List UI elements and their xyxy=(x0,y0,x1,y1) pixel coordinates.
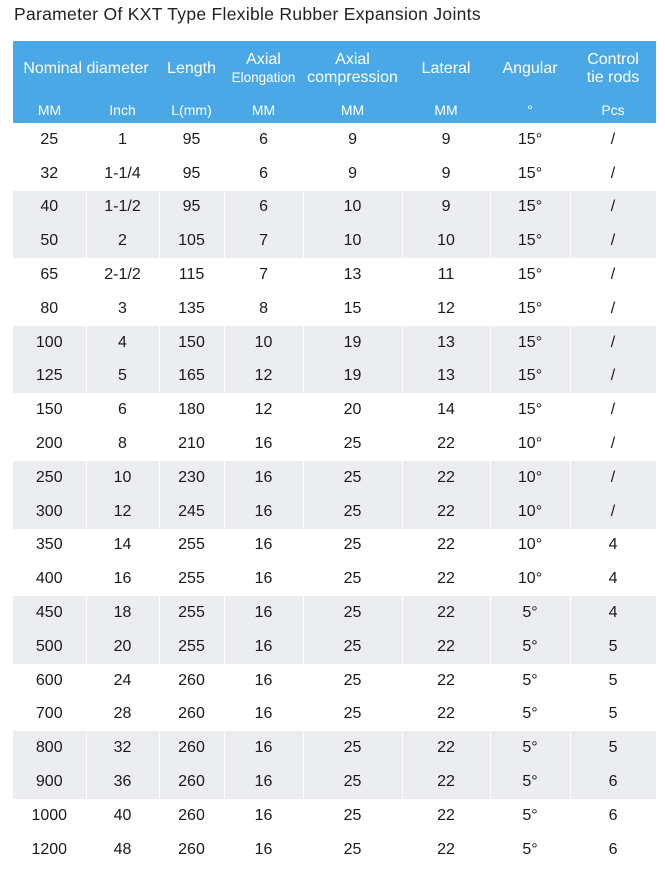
table-header xyxy=(13,41,656,123)
table-cell: 10 xyxy=(224,326,303,360)
unit-cell: MM xyxy=(13,96,86,123)
table-cell: 4 xyxy=(570,562,656,596)
table-cell: 6 xyxy=(570,765,656,799)
table-cell: 25 xyxy=(303,765,402,799)
table-row xyxy=(13,562,656,596)
table-cell: 19 xyxy=(303,326,402,360)
table-cell: 255 xyxy=(159,630,224,664)
table-cell: 260 xyxy=(159,799,224,833)
table-row xyxy=(13,698,656,732)
table-cell: 14 xyxy=(86,529,159,563)
table-cell: 4 xyxy=(570,529,656,563)
table-row xyxy=(13,191,656,225)
table-cell: 15° xyxy=(490,191,570,225)
table-cell: 22 xyxy=(402,461,490,495)
table-cell: 25 xyxy=(13,123,86,157)
table-cell: 5 xyxy=(570,664,656,698)
header-angular: Angular xyxy=(490,41,570,96)
table-cell: 22 xyxy=(402,698,490,732)
table-cell: 9 xyxy=(402,157,490,191)
table-cell: 10° xyxy=(490,529,570,563)
unit-cell: MM xyxy=(224,96,303,123)
table-cell: 15° xyxy=(490,393,570,427)
table-cell: 16 xyxy=(224,529,303,563)
table-cell: 80 xyxy=(13,292,86,326)
table-cell: 180 xyxy=(159,393,224,427)
table-cell: 22 xyxy=(402,562,490,596)
table-cell: 5° xyxy=(490,765,570,799)
table-cell: 16 xyxy=(224,596,303,630)
table-cell: 18 xyxy=(86,596,159,630)
table-cell: 16 xyxy=(224,495,303,529)
table-cell: 22 xyxy=(402,630,490,664)
header-control-tie-rods xyxy=(570,41,656,96)
table-row xyxy=(13,157,656,191)
table-cell: 800 xyxy=(13,731,86,765)
table-cell: 5 xyxy=(86,360,159,394)
table-cell: 260 xyxy=(159,731,224,765)
table-cell: 10° xyxy=(490,495,570,529)
table-cell: 10° xyxy=(490,461,570,495)
table-cell: / xyxy=(570,157,656,191)
table-cell: 25 xyxy=(303,799,402,833)
table-cell: 5° xyxy=(490,731,570,765)
table-body xyxy=(13,123,656,867)
table-row xyxy=(13,833,656,867)
table-cell: / xyxy=(570,461,656,495)
table-cell: 10 xyxy=(303,224,402,258)
table-cell: 25 xyxy=(303,562,402,596)
table-cell: 25 xyxy=(303,596,402,630)
table-cell: 16 xyxy=(86,562,159,596)
table-cell: 255 xyxy=(159,562,224,596)
table-cell: 16 xyxy=(224,731,303,765)
table-cell: 22 xyxy=(402,596,490,630)
table-row xyxy=(13,630,656,664)
table-cell: 1000 xyxy=(13,799,86,833)
table-cell: 25 xyxy=(303,833,402,867)
table-cell: 6 xyxy=(570,833,656,867)
table-cell: 22 xyxy=(402,427,490,461)
table-cell: 20 xyxy=(86,630,159,664)
header-axial-compression-line2: compression xyxy=(307,68,398,86)
table-cell: 15° xyxy=(490,360,570,394)
table-cell: 700 xyxy=(13,698,86,732)
page-title: Parameter Of KXT Type Flexible Rubber Expansion Joints xyxy=(14,4,481,24)
table-cell: 150 xyxy=(13,393,86,427)
table-cell: 25 xyxy=(303,664,402,698)
table-cell: 16 xyxy=(224,562,303,596)
table-cell: 6 xyxy=(224,191,303,225)
header-axial-elongation xyxy=(224,41,303,96)
header-lateral: Lateral xyxy=(402,41,490,96)
table-cell: 15° xyxy=(490,123,570,157)
header-axial-compression-line1: Axial xyxy=(335,50,370,68)
table-cell: 22 xyxy=(402,495,490,529)
header-axial-elongation-line2: Elongation xyxy=(231,69,296,85)
table-cell: 255 xyxy=(159,596,224,630)
table-cell: 1-1/2 xyxy=(86,191,159,225)
table-cell: 32 xyxy=(13,157,86,191)
table-cell: 20 xyxy=(303,393,402,427)
table-cell: 115 xyxy=(159,258,224,292)
table-row xyxy=(13,799,656,833)
table-cell: 16 xyxy=(224,461,303,495)
table-cell: 28 xyxy=(86,698,159,732)
table-row xyxy=(13,360,656,394)
table-cell: 13 xyxy=(402,326,490,360)
table-cell: 16 xyxy=(224,765,303,799)
table-cell: 22 xyxy=(402,664,490,698)
table-cell: 100 xyxy=(13,326,86,360)
table-cell: 11 xyxy=(402,258,490,292)
table-cell: 16 xyxy=(224,664,303,698)
unit-cell: ° xyxy=(490,96,570,123)
table-cell: 300 xyxy=(13,495,86,529)
table-cell: 10 xyxy=(86,461,159,495)
table-cell: 24 xyxy=(86,664,159,698)
table-row xyxy=(13,664,656,698)
table-cell: / xyxy=(570,224,656,258)
table-cell: 5° xyxy=(490,799,570,833)
table-cell: 250 xyxy=(13,461,86,495)
table-cell: 50 xyxy=(13,224,86,258)
table-cell: / xyxy=(570,123,656,157)
table-cell: / xyxy=(570,191,656,225)
unit-cell: MM xyxy=(402,96,490,123)
table-cell: 105 xyxy=(159,224,224,258)
units-row xyxy=(13,96,656,123)
header-axial-compression xyxy=(303,41,402,96)
table-cell: 9 xyxy=(402,191,490,225)
table-cell: / xyxy=(570,326,656,360)
table-cell: 12 xyxy=(224,393,303,427)
table-cell: 36 xyxy=(86,765,159,799)
table-cell: 16 xyxy=(224,427,303,461)
table-cell: 5° xyxy=(490,833,570,867)
table-cell: 125 xyxy=(13,360,86,394)
table-cell: 12 xyxy=(86,495,159,529)
table-cell: 25 xyxy=(303,698,402,732)
table-cell: 5 xyxy=(570,698,656,732)
table-cell: 165 xyxy=(159,360,224,394)
table-cell: 6 xyxy=(86,393,159,427)
table-cell: 25 xyxy=(303,461,402,495)
table-cell: 260 xyxy=(159,833,224,867)
table-cell: 5° xyxy=(490,698,570,732)
table-cell: 25 xyxy=(303,427,402,461)
table-row xyxy=(13,292,656,326)
table-cell: / xyxy=(570,360,656,394)
table-cell: 255 xyxy=(159,529,224,563)
table-cell: 2-1/2 xyxy=(86,258,159,292)
table-cell: 22 xyxy=(402,765,490,799)
table-cell: 25 xyxy=(303,529,402,563)
table-cell: 15 xyxy=(303,292,402,326)
table-cell: 16 xyxy=(224,698,303,732)
table-cell: 6 xyxy=(224,123,303,157)
table-cell: 135 xyxy=(159,292,224,326)
table-cell: 450 xyxy=(13,596,86,630)
table-cell: 16 xyxy=(224,799,303,833)
table-cell: 15° xyxy=(490,326,570,360)
table-cell: 200 xyxy=(13,427,86,461)
header-nominal-diameter: Nominal diameter xyxy=(13,41,159,96)
table-cell: 3 xyxy=(86,292,159,326)
table-cell: 25 xyxy=(303,495,402,529)
table-cell: 48 xyxy=(86,833,159,867)
table-cell: 19 xyxy=(303,360,402,394)
table-cell: 12 xyxy=(402,292,490,326)
table-cell: 13 xyxy=(402,360,490,394)
table-row xyxy=(13,461,656,495)
table-cell: 40 xyxy=(86,799,159,833)
table-cell: 16 xyxy=(224,630,303,664)
table-row xyxy=(13,224,656,258)
table-cell: 8 xyxy=(224,292,303,326)
table-cell: 10° xyxy=(490,562,570,596)
table-cell: 14 xyxy=(402,393,490,427)
table-cell: / xyxy=(570,427,656,461)
header-length: Length xyxy=(159,41,224,96)
table-row xyxy=(13,427,656,461)
table-cell: 32 xyxy=(86,731,159,765)
table-cell: 260 xyxy=(159,765,224,799)
table-cell: / xyxy=(570,495,656,529)
table-cell: 95 xyxy=(159,157,224,191)
table-cell: 6 xyxy=(224,157,303,191)
table-cell: 5 xyxy=(570,731,656,765)
table-cell: 1 xyxy=(86,123,159,157)
table-cell: 4 xyxy=(86,326,159,360)
table-row xyxy=(13,765,656,799)
table-cell: 5° xyxy=(490,664,570,698)
table-cell: 65 xyxy=(13,258,86,292)
parameter-table xyxy=(13,41,657,867)
unit-cell: MM xyxy=(303,96,402,123)
table-cell: 150 xyxy=(159,326,224,360)
table-cell: 16 xyxy=(224,833,303,867)
table-cell: 9 xyxy=(303,123,402,157)
table-cell: 245 xyxy=(159,495,224,529)
table-cell: 22 xyxy=(402,799,490,833)
table-row xyxy=(13,495,656,529)
table-cell: / xyxy=(570,258,656,292)
table-cell: 95 xyxy=(159,191,224,225)
table-row xyxy=(13,393,656,427)
table-cell: 260 xyxy=(159,664,224,698)
table-cell: 15° xyxy=(490,224,570,258)
table-cell: 10° xyxy=(490,427,570,461)
table-cell: 5 xyxy=(570,630,656,664)
table-cell: 15° xyxy=(490,292,570,326)
table-cell: 10 xyxy=(303,191,402,225)
table-cell: 10 xyxy=(402,224,490,258)
table-cell: 12 xyxy=(224,360,303,394)
table-cell: 22 xyxy=(402,731,490,765)
table-cell: / xyxy=(570,292,656,326)
table-cell: 9 xyxy=(303,157,402,191)
table-cell: 2 xyxy=(86,224,159,258)
unit-cell: L(mm) xyxy=(159,96,224,123)
table-cell: 13 xyxy=(303,258,402,292)
table-cell: 25 xyxy=(303,630,402,664)
table-cell: 260 xyxy=(159,698,224,732)
table-cell: 22 xyxy=(402,529,490,563)
table-cell: 1200 xyxy=(13,833,86,867)
table-cell: 15° xyxy=(490,258,570,292)
table-row xyxy=(13,258,656,292)
table-row xyxy=(13,529,656,563)
table-cell: 4 xyxy=(570,596,656,630)
table-cell: 600 xyxy=(13,664,86,698)
table-cell: 6 xyxy=(570,799,656,833)
table-row xyxy=(13,326,656,360)
table-cell: 40 xyxy=(13,191,86,225)
table-cell: 22 xyxy=(402,833,490,867)
header-control-line2: tie rods xyxy=(586,68,640,86)
unit-cell: Inch xyxy=(86,96,159,123)
table-row xyxy=(13,596,656,630)
table-cell: 8 xyxy=(86,427,159,461)
table-cell: 900 xyxy=(13,765,86,799)
table-row xyxy=(13,123,656,157)
table-cell: 500 xyxy=(13,630,86,664)
table-cell: 350 xyxy=(13,529,86,563)
header-control-line1: Control xyxy=(587,50,639,68)
table-row xyxy=(13,731,656,765)
table-cell: 7 xyxy=(224,224,303,258)
table-cell: / xyxy=(570,393,656,427)
table-cell: 230 xyxy=(159,461,224,495)
table-cell: 5° xyxy=(490,596,570,630)
unit-cell: Pcs xyxy=(570,96,656,123)
table-cell: 15° xyxy=(490,157,570,191)
table-cell: 400 xyxy=(13,562,86,596)
header-axial-elongation-line1: Axial xyxy=(246,50,281,68)
table-cell: 95 xyxy=(159,123,224,157)
table-cell: 210 xyxy=(159,427,224,461)
table-cell: 25 xyxy=(303,731,402,765)
table-cell: 9 xyxy=(402,123,490,157)
table-cell: 7 xyxy=(224,258,303,292)
header-row xyxy=(13,41,656,96)
table-cell: 1-1/4 xyxy=(86,157,159,191)
table-cell: 5° xyxy=(490,630,570,664)
